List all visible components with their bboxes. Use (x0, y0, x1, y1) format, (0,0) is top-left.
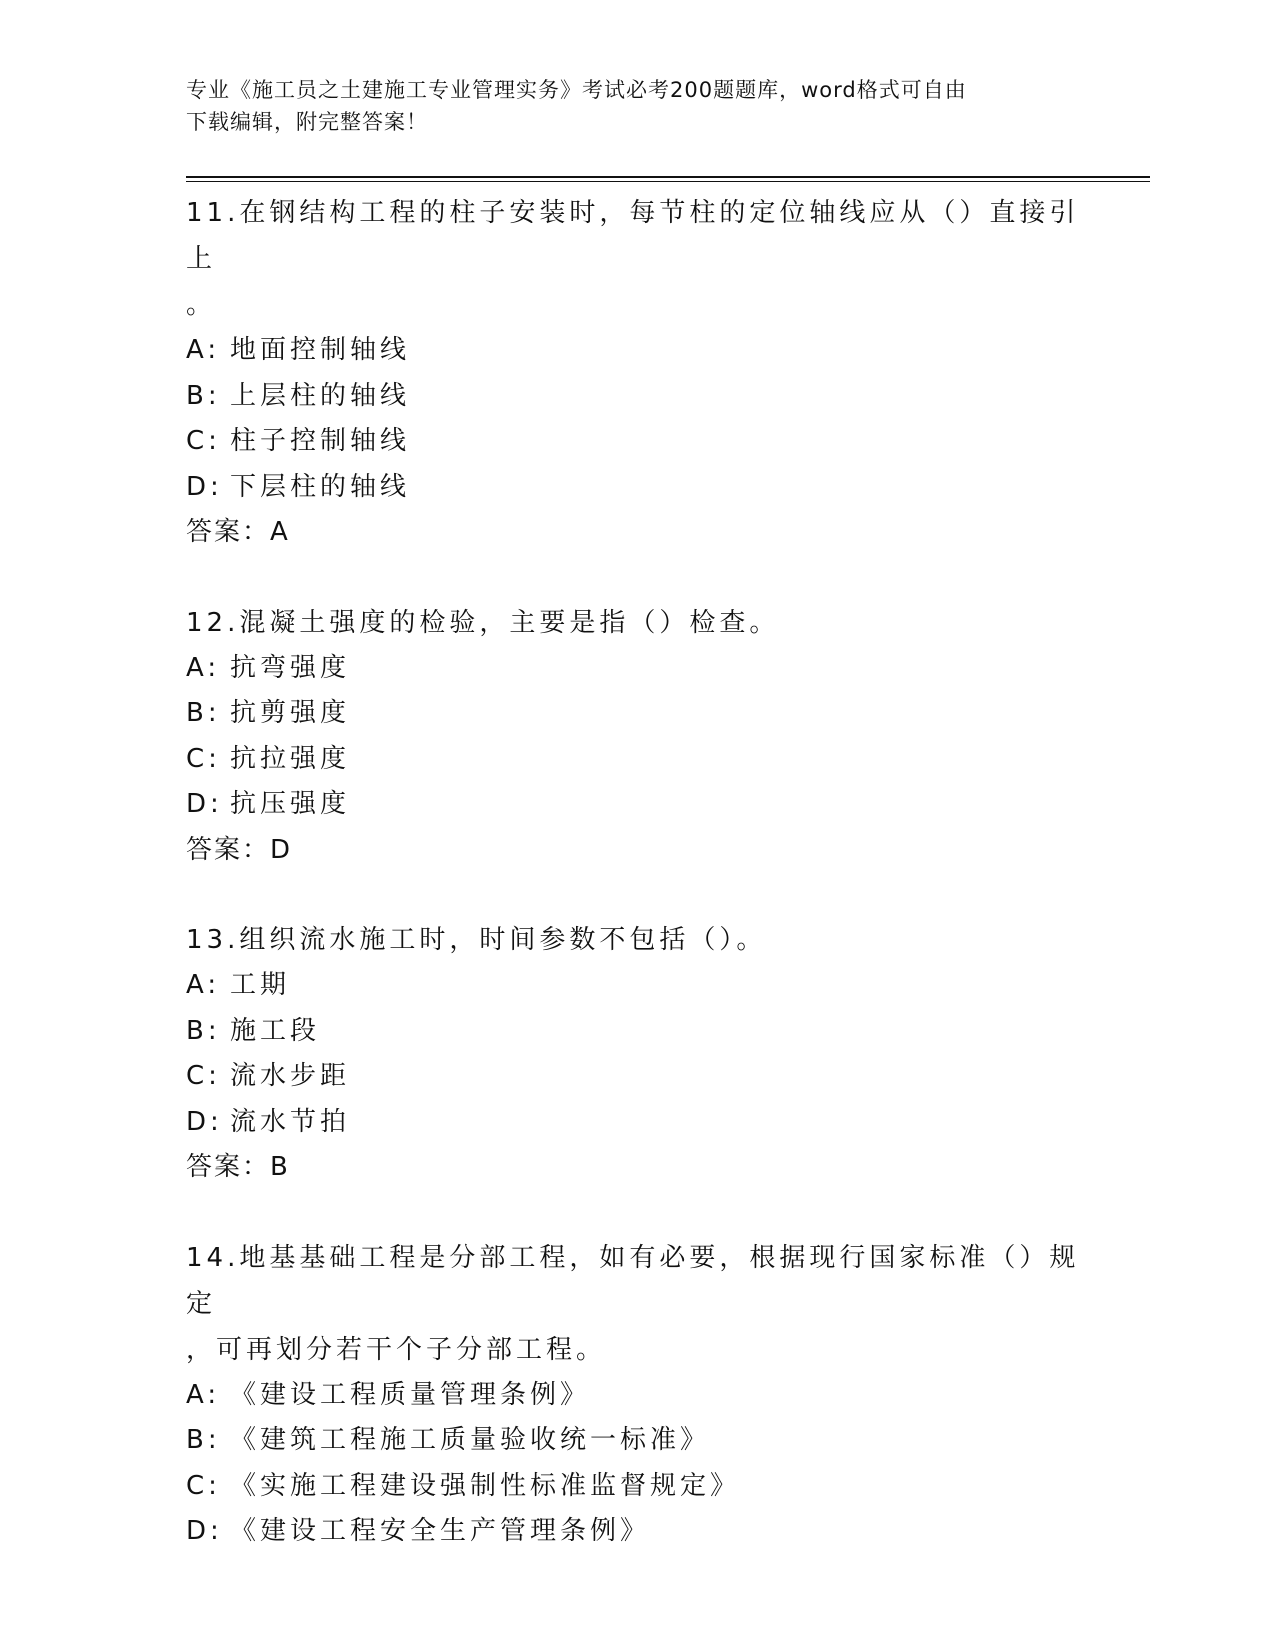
option-d (186, 465, 1086, 511)
option-text: 《实施工程建设强制性标准监督规定》 (230, 1470, 741, 1501)
option-letter: C: (186, 426, 221, 456)
option-text: 抗压强度 (230, 789, 351, 819)
option-letter: A: (186, 970, 221, 1000)
question-stem: 14.地基基础工程是分部工程，如有必要，根据现行国家标准（）规定 (186, 1242, 1080, 1319)
option-letter: A: (186, 335, 221, 365)
header-line-1: 专业《施工员之土建施工专业管理实务》考试必考200题题库，word格式可自由 (186, 78, 967, 102)
question-stem-continued: ，可再划分若干个子分部工程。 (186, 1334, 607, 1365)
option-c (186, 1054, 1086, 1100)
option-letter: D: (186, 1516, 223, 1546)
option-letter: B: (186, 380, 221, 411)
option-b (186, 1009, 1086, 1055)
question-list (186, 190, 1086, 1555)
option-text: 柱子控制轴线 (230, 426, 411, 456)
answer-line: 答案：A (186, 517, 290, 547)
option-letter: A: (186, 1379, 221, 1410)
option-text: 下层柱的轴线 (230, 471, 411, 502)
option-letter: D: (186, 471, 223, 502)
option-c (186, 737, 1086, 783)
option-text: 《建设工程安全生产管理条例》 (230, 1516, 651, 1546)
option-letter: D: (186, 1106, 223, 1137)
option-letter: C: (186, 1061, 221, 1091)
question-11 (186, 190, 1086, 556)
option-c (186, 1464, 1086, 1510)
option-text: 地面控制轴线 (230, 335, 411, 365)
option-text: 流水节拍 (230, 1106, 351, 1137)
option-d (186, 1509, 1086, 1555)
option-text: 抗拉强度 (230, 743, 351, 774)
option-letter: B: (186, 1425, 221, 1455)
option-text: 《建筑工程施工质量验收统一标准》 (230, 1425, 711, 1455)
option-a (186, 646, 1086, 692)
option-text: 《建设工程质量管理条例》 (230, 1379, 591, 1410)
question-14 (186, 1235, 1086, 1555)
question-stem: 11.在钢结构工程的柱子安装时，每节柱的定位轴线应从（）直接引上 (186, 198, 1080, 274)
option-letter: B: (186, 698, 221, 728)
option-text: 工期 (230, 970, 291, 1000)
option-b (186, 374, 1086, 420)
answer-line: 答案：B (186, 1152, 290, 1182)
answer-line: 答案：D (186, 834, 293, 865)
option-letter: A: (186, 652, 221, 683)
option-text: 流水步距 (230, 1061, 351, 1091)
option-text: 抗剪强度 (230, 698, 351, 728)
document-header (186, 74, 1066, 138)
option-d (186, 1100, 1086, 1146)
option-c (186, 419, 1086, 465)
option-text: 上层柱的轴线 (230, 380, 411, 411)
option-letter: C: (186, 1470, 221, 1501)
option-letter: C: (186, 743, 221, 774)
question-stem: 13.组织流水施工时，时间参数不包括（）。 (186, 925, 767, 955)
option-a (186, 328, 1086, 374)
header-divider-thin (186, 181, 1150, 182)
option-a (186, 963, 1086, 1009)
question-stem: 12.混凝土强度的检验，主要是指（）检查。 (186, 607, 780, 638)
option-b (186, 1418, 1086, 1464)
header-line-2: 下载编辑，附完整答案！ (186, 110, 428, 134)
option-b (186, 691, 1086, 737)
option-text: 抗弯强度 (230, 652, 351, 683)
option-a (186, 1373, 1086, 1419)
question-stem-continued: 。 (186, 290, 217, 320)
option-letter: B: (186, 1015, 221, 1046)
option-text: 施工段 (230, 1015, 321, 1046)
question-13 (186, 917, 1086, 1191)
option-letter: D: (186, 789, 223, 819)
question-12 (186, 600, 1086, 874)
option-d (186, 782, 1086, 828)
header-divider-thick (186, 176, 1150, 178)
